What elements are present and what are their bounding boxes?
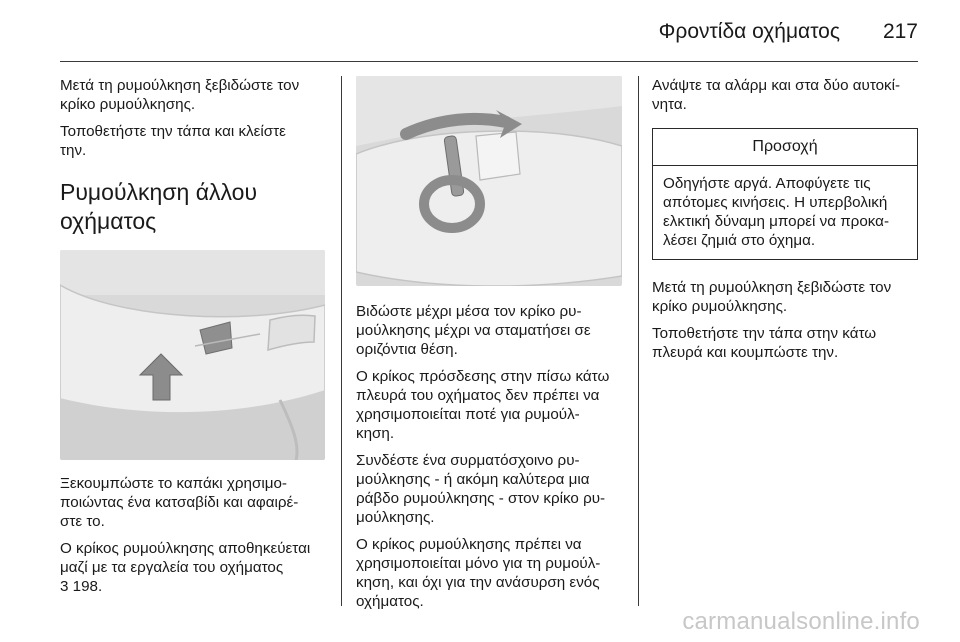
rear-bumper-cover-removal-illustration — [60, 250, 325, 460]
column-divider — [638, 76, 639, 606]
caution-title: Προσοχή — [653, 129, 917, 166]
paragraph: Ο κρίκος πρόσδεσης στην πίσω κάτω πλευρά του οχήματος δεν πρέπει να χρησιμοποιείται ποτέ για ρυμούλ- κηση. — [356, 368, 610, 442]
paragraph: Τοποθετήστε την τάπα και κλείστε την. — [60, 123, 286, 159]
column-right — [652, 76, 918, 370]
paragraph: Μετά τη ρυμούλκηση ξεβιδώστε τον κρίκο ρυμούλκησης. — [60, 77, 300, 113]
caution-text: Οδηγήστε αργά. Αποφύγετε τις απότομες κινήσεις. Η υπερβολική ελκτική δύναμη μπορεί να προκα- λέσει ζημιά στο όχημα. — [663, 175, 890, 249]
paragraph: Ο κρίκος ρυμούλκησης πρέπει να χρησιμοποιείται μόνο για τη ρυμούλ- κηση, και όχι για την ανάσυρση ενός οχήματος. — [356, 536, 601, 610]
paragraph: Ανάψτε τα αλάρμ και στα δύο αυτοκί- νητα. — [652, 77, 901, 113]
paragraph: Μετά τη ρυμούλκηση ξεβιδώστε τον κρίκο ρυμούλκησης. — [652, 279, 892, 315]
page-number: 217 — [882, 20, 918, 43]
column-middle — [356, 76, 622, 619]
paragraph: Τοποθετήστε την τάπα στην κάτω πλευρά και κουμπώστε την. — [652, 325, 877, 361]
column-left — [60, 76, 325, 604]
column-divider — [341, 76, 342, 606]
section-title: Φροντίδα οχήματος — [658, 20, 840, 43]
towing-eye-screw-in-illustration — [356, 76, 622, 286]
section-heading: Ρυμούλκηση άλλου οχήματος — [60, 179, 258, 234]
paragraph: Ο κρίκος ρυμούλκησης αποθηκεύεται μαζί με τα εργαλεία του οχήματος 3 198. — [60, 540, 311, 595]
caution-box — [652, 128, 918, 260]
paragraph: Ξεκουμπώστε το καπάκι χρησιμο- ποιώντας ένα κατσαβίδι και αφαιρέ- στε το. — [60, 475, 299, 530]
paragraph: Συνδέστε ένα συρματόσχοινο ρυ- μούλκησης - ή ακόμη καλύτερα μια ράβδο ρυμούλκησης - στον κρίκο ρυ- μούλκησης. — [356, 452, 606, 526]
paragraph: Βιδώστε μέχρι μέσα τον κρίκο ρυ- μούλκησης μέχρι να σταματήσει σε οριζόντια θέση. — [356, 303, 591, 358]
header-divider — [60, 61, 918, 62]
watermark: carmanualsonline.info — [682, 608, 920, 635]
page-header — [0, 0, 960, 62]
